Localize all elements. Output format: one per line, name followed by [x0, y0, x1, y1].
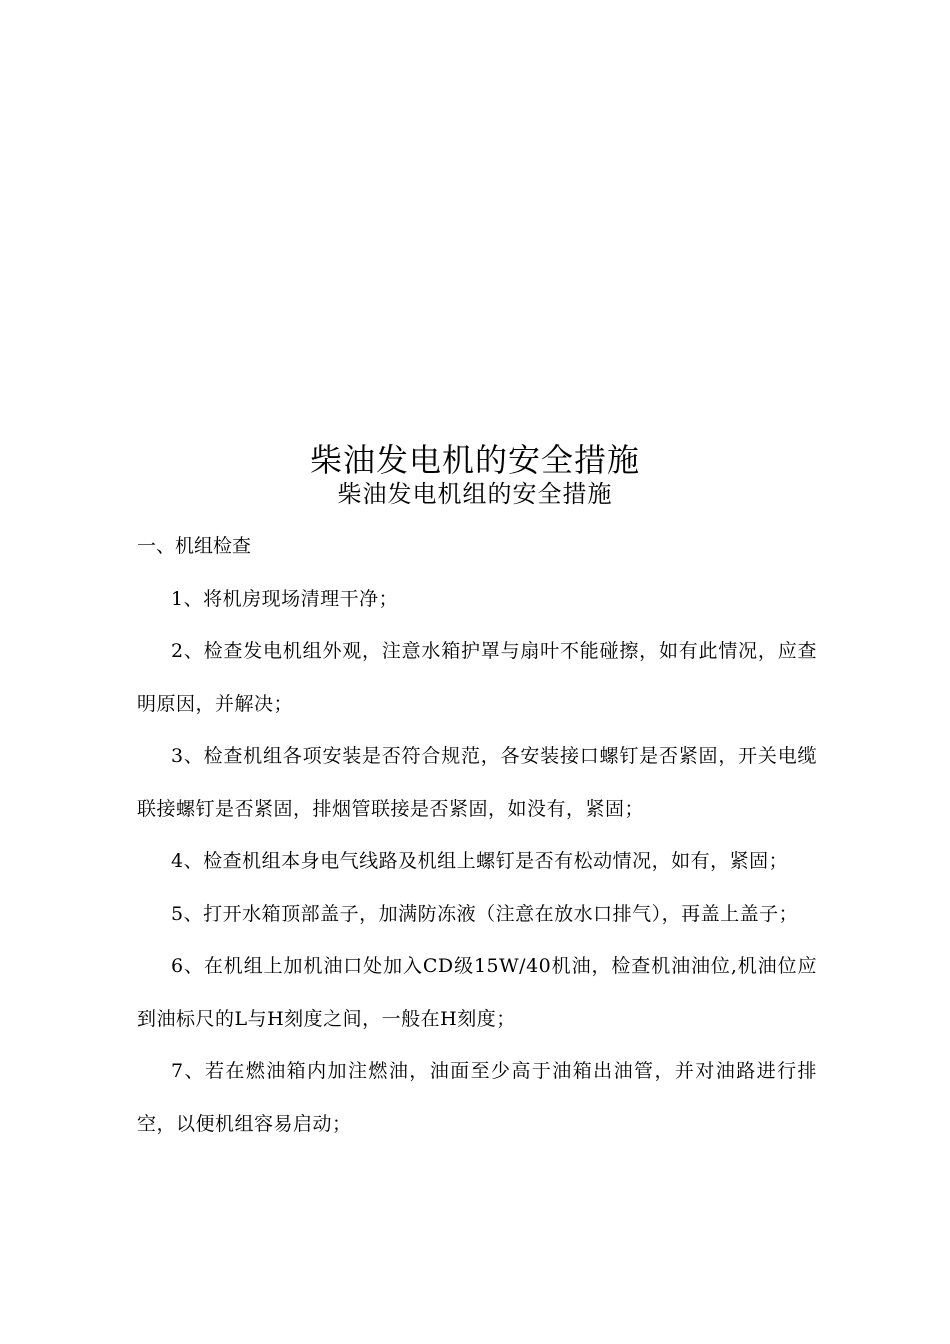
- list-item: 2、检查发电机组外观，注意水箱护罩与扇叶不能碰擦，如有此情况，应查明原因，并解决；: [137, 640, 817, 715]
- list-item: 3、检查机组各项安装是否符合规范，各安装接口螺钉是否紧固，开关电缆联接螺钉是否紧固，排烟管联接是否紧固，如没有，紧固；: [137, 745, 817, 820]
- document-title: 柴油发电机的安全措施: [309, 441, 640, 479]
- list-item: 1、将机房现场清理干净；: [171, 587, 399, 610]
- list-item: 6、在机组上加机油口处加入CD级15W/40机油，检查机油油位,机油位应到油标尺的L与H刻度之间，一般在H刻度；: [137, 955, 817, 1030]
- document-subtitle: 柴油发电机组的安全措施: [337, 480, 613, 508]
- section-heading: 一、机组检查: [137, 535, 252, 557]
- list-item: 7、若在燃油箱内加注燃油，油面至少高于油箱出油管，并对油路进行排空，以便机组容易启动；: [137, 1060, 817, 1135]
- list-item: 5、打开水箱顶部盖子，加满防冻液（注意在放水口排气），再盖上盖子；: [171, 902, 799, 925]
- document-body: [137, 520, 817, 1150]
- list-item: 4、检查机组本身电气线路及机组上螺钉是否有松动情况，如有，紧固；: [171, 850, 789, 872]
